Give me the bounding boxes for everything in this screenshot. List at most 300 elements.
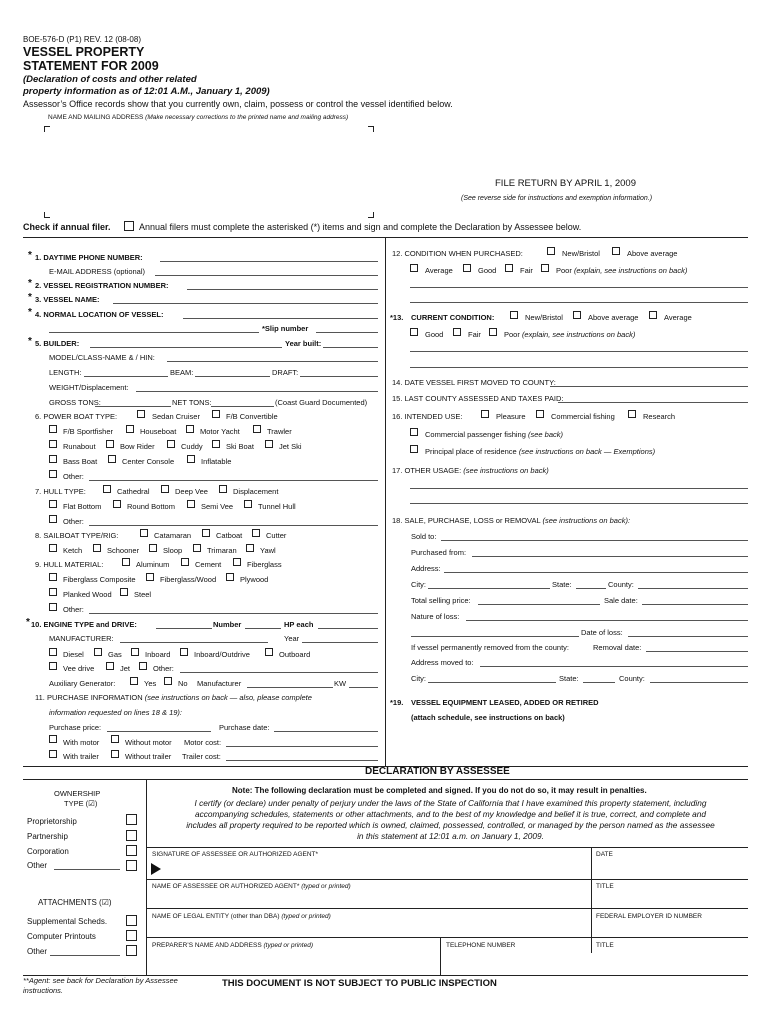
inboard-label: Inboard <box>145 650 171 659</box>
fiberglass-composite-checkbox[interactable] <box>49 573 57 581</box>
certification-line-1: I certify (or declare) under penalty of perjury under the laws of the State of California that I have examined this property statement, including <box>194 798 707 808</box>
schooner-label: Schooner <box>107 546 140 555</box>
moved-to-label: Address moved to: <box>411 658 474 667</box>
q17-label: 17. OTHER USAGE: (see instructions on back) <box>392 466 549 475</box>
fb-sportfisher-checkbox[interactable] <box>49 425 57 433</box>
flat-bottom-checkbox[interactable] <box>49 500 57 508</box>
q12-line-1[interactable] <box>410 287 748 288</box>
q19-note: (attach schedule, see instructions on back) <box>411 713 565 722</box>
q5-label: 5. BUILDER: <box>35 339 80 348</box>
agent-name-label: NAME OF ASSESSEE OR AUTHORIZED AGENT* (typed or printed) <box>152 883 351 890</box>
model-field[interactable] <box>167 361 378 362</box>
catamaran-checkbox[interactable] <box>140 529 148 537</box>
jet-label: Jet <box>120 664 131 673</box>
fein-label: FEDERAL EMPLOYER ID NUMBER <box>596 913 702 920</box>
form-id: BOE-576-D (P1) REV. 12 (08-08) <box>23 35 141 44</box>
boat-type-other-field[interactable] <box>89 480 378 481</box>
sale-date-label: Sale date: <box>604 596 638 605</box>
file-return: FILE RETURN BY APRIL 1, 2009 <box>495 178 636 189</box>
asterisk: * <box>28 278 32 289</box>
purchased-fair-checkbox[interactable] <box>505 264 513 272</box>
center-console-checkbox[interactable] <box>108 455 116 463</box>
q7-label: 7. HULL TYPE: <box>35 487 86 496</box>
date-label: DATE <box>596 851 613 858</box>
year-built-label: Year built: <box>285 339 322 348</box>
cement-checkbox[interactable] <box>181 558 189 566</box>
city-field-2[interactable] <box>428 682 556 683</box>
date-loss-field[interactable] <box>628 636 748 637</box>
attachments-other-label: Other <box>27 947 48 956</box>
location-field[interactable] <box>183 318 378 319</box>
aux-generator-label: Auxiliary Generator: <box>49 679 116 688</box>
current-new-bristol-checkbox[interactable] <box>510 311 518 319</box>
runabout-checkbox[interactable] <box>49 440 57 448</box>
certification-line-4: in this statement at 12:01 a.m. on January 1, 2009. <box>357 831 544 841</box>
cutter-label: Cutter <box>266 531 287 540</box>
trimaran-checkbox[interactable] <box>193 544 201 552</box>
declaration-title: DECLARATION BY ASSESSEE <box>365 766 510 777</box>
public-inspection-notice: THIS DOCUMENT IS NOT SUBJECT TO PUBLIC INSPECTION <box>222 978 497 989</box>
without-motor-label: Without motor <box>125 738 172 747</box>
certification-line-2: accompanying schedules, statements or other attachments, and to the best of my knowledge and belief it is true, correct, and complete and <box>194 809 706 819</box>
round-bottom-checkbox[interactable] <box>113 500 121 508</box>
pleasure-checkbox[interactable] <box>481 410 489 418</box>
gas-label: Gas <box>108 650 122 659</box>
net-tons-label: NET TONS: <box>172 398 212 407</box>
jet-ski-checkbox[interactable] <box>265 440 273 448</box>
q12-line-2[interactable] <box>410 302 748 303</box>
attachments-title: ATTACHMENTS (☑) <box>38 898 112 907</box>
title-line-2: STATEMENT FOR 2009 <box>23 59 159 73</box>
q10-label: 10. ENGINE TYPE and DRIVE: <box>31 620 137 629</box>
research-label: Research <box>643 412 676 421</box>
year-built-field[interactable] <box>323 347 378 348</box>
commercial-passenger-checkbox[interactable] <box>410 428 418 436</box>
aux-manufacturer-field[interactable] <box>247 687 333 688</box>
asterisk: * <box>28 292 32 303</box>
q4-label: 4. NORMAL LOCATION OF VESSEL: <box>35 310 164 319</box>
motor-cost-field[interactable] <box>226 746 378 747</box>
county-label: County: <box>608 580 634 589</box>
bow-rider-label: Bow Rider <box>120 442 155 451</box>
commercial-fishing-checkbox[interactable] <box>536 410 544 418</box>
address-corner-br <box>368 212 374 218</box>
center-console-label: Center Console <box>122 457 175 466</box>
loss-field-2[interactable] <box>411 636 579 637</box>
purchased-from-field[interactable] <box>472 556 748 557</box>
fb-sportfisher-label: F/B Sportfisher <box>63 427 114 436</box>
purchase-date-field[interactable] <box>274 731 378 732</box>
drive-other-field[interactable] <box>180 672 378 673</box>
title-line-1: VESSEL PROPERTY <box>23 45 145 59</box>
weight-label: WEIGHT/Displacement: <box>49 383 129 392</box>
tunnel-hull-checkbox[interactable] <box>244 500 252 508</box>
agent-note-2: instructions. <box>23 986 64 995</box>
current-fair-label: Fair <box>468 330 481 339</box>
boat-type-other-label: Other: <box>63 472 84 481</box>
fiberglass-wood-label: Fiberglass/Wood <box>160 575 217 584</box>
loss-field[interactable] <box>466 620 748 621</box>
county-label-2: County: <box>619 674 645 683</box>
q11-note: information requested on lines 18 & 19): <box>49 708 182 717</box>
email-field[interactable] <box>155 275 378 276</box>
ketch-checkbox[interactable] <box>49 544 57 552</box>
asterisk: * <box>28 336 32 347</box>
fb-convertible-checkbox[interactable] <box>212 410 220 418</box>
sold-to-label: Sold to: <box>411 532 437 541</box>
trimaran-label: Trimaran <box>207 546 237 555</box>
deep-vee-label: Deep Vee <box>175 487 208 496</box>
ownership-title-2: TYPE (☑) <box>64 799 98 808</box>
sig-rule-4 <box>146 937 748 938</box>
q8-label: 8. SAILBOAT TYPE/RIG: <box>35 531 119 540</box>
q3-label: 3. VESSEL NAME: <box>35 295 100 304</box>
research-checkbox[interactable] <box>628 410 636 418</box>
aluminum-label: Aluminum <box>136 560 170 569</box>
cuddy-checkbox[interactable] <box>167 440 175 448</box>
removal-date-field[interactable] <box>646 651 748 652</box>
motor-cost-label: Motor cost: <box>184 738 222 747</box>
proprietorship-checkbox[interactable] <box>126 814 137 825</box>
fiberglass-wood-checkbox[interactable] <box>146 573 154 581</box>
q2-label: 2. VESSEL REGISTRATION NUMBER: <box>35 281 169 290</box>
q19-num: *19. <box>390 698 404 707</box>
builder-field[interactable] <box>90 347 282 348</box>
planked-wood-checkbox[interactable] <box>49 588 57 596</box>
supplemental-checkbox[interactable] <box>126 915 137 926</box>
legal-entity-label: NAME OF LEGAL ENTITY (other than DBA) (typed or printed) <box>152 913 331 920</box>
commercial-passenger-label: Commercial passenger fishing (see back) <box>425 430 563 439</box>
total-price-field[interactable] <box>478 604 600 605</box>
sig-rule-2 <box>146 879 748 880</box>
date-loss-label: Date of loss: <box>581 628 623 637</box>
aux-yes-label: Yes <box>144 679 157 688</box>
ownership-other-checkbox[interactable] <box>126 860 137 871</box>
current-poor-checkbox[interactable] <box>489 328 497 336</box>
manufacturer-label: MANUFACTURER: <box>49 634 114 643</box>
sedan-cruiser-checkbox[interactable] <box>137 410 145 418</box>
trailer-cost-label: Trailer cost: <box>182 752 221 761</box>
sig-top-rule <box>146 847 748 848</box>
agent-note-1: **Agent: see back for Declaration by Assessee <box>23 976 178 985</box>
q17-line-1[interactable] <box>410 488 748 489</box>
corporation-checkbox[interactable] <box>126 845 137 856</box>
current-poor-label: Poor (explain, see instructions on back) <box>504 330 636 339</box>
hp-label: HP each <box>284 620 314 629</box>
purchased-new-bristol-checkbox[interactable] <box>547 247 555 255</box>
moved-to-field[interactable] <box>480 666 748 667</box>
partnership-checkbox[interactable] <box>126 830 137 841</box>
inboard-checkbox[interactable] <box>131 648 139 656</box>
semi-vee-label: Semi Vee <box>201 502 234 511</box>
with-motor-label: With motor <box>63 738 100 747</box>
year-field[interactable] <box>302 642 378 643</box>
ownership-title-1: OWNERSHIP <box>54 789 101 798</box>
with-trailer-label: With trailer <box>63 752 99 761</box>
phone-field[interactable] <box>160 261 378 262</box>
flat-bottom-label: Flat Bottom <box>63 502 102 511</box>
column-divider <box>385 237 386 766</box>
hp-field[interactable] <box>318 628 378 629</box>
city-label-2: City: <box>411 674 426 683</box>
planked-wood-label: Planked Wood <box>63 590 112 599</box>
purchase-price-field[interactable] <box>107 731 211 732</box>
without-trailer-checkbox[interactable] <box>111 750 119 758</box>
motor-yacht-checkbox[interactable] <box>186 425 194 433</box>
q15-field[interactable] <box>558 402 748 403</box>
q11-label: 11. PURCHASE INFORMATION (see instructions on back — also, please complete <box>35 693 312 702</box>
q18-label: 18. SALE, PURCHASE, LOSS or REMOVAL (see instructions on back): <box>392 516 631 525</box>
partnership-label: Partnership <box>27 832 68 841</box>
engine-field[interactable] <box>156 628 212 629</box>
number-label: Number <box>213 620 242 629</box>
title-label: TITLE <box>596 883 614 890</box>
gross-tons-label: GROSS TONS: <box>49 398 101 407</box>
vee-drive-checkbox[interactable] <box>49 662 57 670</box>
registration-field[interactable] <box>187 289 378 290</box>
email-label: E-MAIL ADDRESS (optional) <box>49 267 146 276</box>
sloop-checkbox[interactable] <box>149 544 157 552</box>
attachments-other-checkbox[interactable] <box>126 945 137 956</box>
intro-text: Assessor’s Office records show that you currently own, claim, possess or control the vessel identified below. <box>23 99 453 109</box>
purchased-above-average-checkbox[interactable] <box>612 247 620 255</box>
drive-other-checkbox[interactable] <box>139 662 147 670</box>
houseboat-checkbox[interactable] <box>126 425 134 433</box>
inflatable-label: Inflatable <box>201 457 232 466</box>
jet-checkbox[interactable] <box>106 662 114 670</box>
displacement-checkbox[interactable] <box>219 485 227 493</box>
bass-boat-label: Bass Boat <box>63 457 98 466</box>
hull-other-label: Other: <box>63 517 84 526</box>
state-field-2[interactable] <box>583 682 615 683</box>
sloop-label: Sloop <box>163 546 183 555</box>
sale-date-field[interactable] <box>642 604 748 605</box>
annual-filer-checkbox[interactable] <box>124 221 134 231</box>
aluminum-checkbox[interactable] <box>122 558 130 566</box>
address-corner-tl <box>44 126 50 132</box>
q14-label: 14. DATE VESSEL FIRST MOVED TO COUNTY: <box>392 378 556 387</box>
deep-vee-checkbox[interactable] <box>161 485 169 493</box>
removed-label: If vessel permanently removed from the county: <box>411 643 569 652</box>
gross-tons-field[interactable] <box>95 406 171 407</box>
subtitle-line-2: property information as of 12:01 A.M., January 1, 2009) <box>23 86 270 97</box>
trailer-cost-field[interactable] <box>226 760 378 761</box>
q16-label: 16. INTENDED USE: <box>392 412 463 421</box>
year-label: Year <box>284 634 300 643</box>
q13-num: *13. <box>390 313 404 322</box>
jet-ski-label: Jet Ski <box>279 442 302 451</box>
ketch-label: Ketch <box>63 546 83 555</box>
round-bottom-label: Round Bottom <box>127 502 175 511</box>
inboard-outdrive-checkbox[interactable] <box>180 648 188 656</box>
plywood-label: Plywood <box>240 575 269 584</box>
sedan-cruiser-label: Sedan Cruiser <box>152 412 200 421</box>
ownership-other-label: Other <box>27 861 48 870</box>
tunnel-hull-label: Tunnel Hull <box>258 502 296 511</box>
motor-yacht-label: Motor Yacht <box>200 427 240 436</box>
purchased-from-label: Purchased from: <box>411 548 467 557</box>
cement-label: Cement <box>195 560 222 569</box>
without-motor-checkbox[interactable] <box>111 735 119 743</box>
preparer-title-label: TITLE <box>596 942 614 949</box>
ownership-other-field[interactable] <box>54 869 120 870</box>
cathedral-checkbox[interactable] <box>103 485 111 493</box>
fb-convertible-label: F/B Convertible <box>226 412 278 421</box>
yawl-label: Yawl <box>260 546 276 555</box>
purchased-average-label: Average <box>425 266 453 275</box>
aux-manufacturer-label: Manufacturer <box>197 679 242 688</box>
with-trailer-checkbox[interactable] <box>49 750 57 758</box>
purchased-poor-checkbox[interactable] <box>541 264 549 272</box>
aux-no-label: No <box>178 679 188 688</box>
manufacturer-field[interactable] <box>120 642 268 643</box>
current-above-average-label: Above average <box>588 313 639 322</box>
trawler-checkbox[interactable] <box>253 425 261 433</box>
q13-line-2[interactable] <box>410 367 748 368</box>
state-field[interactable] <box>576 588 606 589</box>
gas-checkbox[interactable] <box>94 648 102 656</box>
purchase-price-label: Purchase price: <box>49 723 102 732</box>
semi-vee-checkbox[interactable] <box>187 500 195 508</box>
commercial-fishing-label: Commercial fishing <box>551 412 615 421</box>
draft-field[interactable] <box>300 376 378 377</box>
principal-residence-label: Principal place of residence (see instructions on back — Exemptions) <box>425 447 656 456</box>
q19-label: VESSEL EQUIPMENT LEASED, ADDED OR RETIRED <box>411 698 599 707</box>
declaration-divider <box>146 779 147 975</box>
number-field[interactable] <box>245 628 281 629</box>
current-fair-checkbox[interactable] <box>453 328 461 336</box>
q13-line-1[interactable] <box>410 351 748 352</box>
county-field-2[interactable] <box>650 682 748 683</box>
catboat-label: Catboat <box>216 531 243 540</box>
slip-field[interactable] <box>316 332 378 333</box>
diesel-checkbox[interactable] <box>49 648 57 656</box>
beam-field[interactable] <box>195 376 270 377</box>
printouts-checkbox[interactable] <box>126 930 137 941</box>
boat-type-other-checkbox[interactable] <box>49 470 57 478</box>
outboard-checkbox[interactable] <box>265 648 273 656</box>
total-price-label: Total selling price: <box>411 596 471 605</box>
removal-date-label: Removal date: <box>593 643 642 652</box>
length-label: LENGTH: <box>49 368 82 377</box>
annual-filer-text: Annual filers must complete the asterisked (*) items and sign and complete the Declaration by Assessee below. <box>139 222 582 232</box>
length-field[interactable] <box>84 376 168 377</box>
kw-label: KW <box>334 679 347 688</box>
net-tons-field[interactable] <box>211 406 274 407</box>
catboat-checkbox[interactable] <box>202 529 210 537</box>
purchased-good-label: Good <box>478 266 497 275</box>
fiberglass-checkbox[interactable] <box>233 558 241 566</box>
q1-label: 1. DAYTIME PHONE NUMBER: <box>35 253 143 262</box>
current-good-checkbox[interactable] <box>410 328 418 336</box>
cuddy-label: Cuddy <box>181 442 203 451</box>
sig-rule-3 <box>146 908 748 909</box>
current-above-average-checkbox[interactable] <box>573 311 581 319</box>
signature-label: SIGNATURE OF ASSESSEE OR AUTHORIZED AGENT* <box>152 851 319 858</box>
printouts-label: Computer Printouts <box>27 932 96 941</box>
kw-field[interactable] <box>349 687 378 688</box>
material-other-checkbox[interactable] <box>49 603 57 611</box>
plywood-checkbox[interactable] <box>226 573 234 581</box>
city-field[interactable] <box>428 588 550 589</box>
q14-field[interactable] <box>550 386 748 387</box>
attachments-other-field[interactable] <box>50 955 120 956</box>
current-average-label: Average <box>664 313 692 322</box>
loss-label: Nature of loss: <box>411 612 460 621</box>
annual-filer-row: Check if annual filer. <box>23 222 111 232</box>
purchased-good-checkbox[interactable] <box>463 264 471 272</box>
weight-field[interactable] <box>136 391 378 392</box>
preparer-divider <box>440 937 441 975</box>
beam-label: BEAM: <box>170 368 194 377</box>
sold-to-field[interactable] <box>441 540 748 541</box>
asterisk: * <box>28 250 32 261</box>
sign-here-arrow-icon <box>151 863 161 875</box>
address-corner-tr <box>368 126 374 132</box>
vee-drive-label: Vee drive <box>63 664 95 673</box>
material-other-field[interactable] <box>89 613 378 614</box>
declaration-rule-2 <box>23 779 748 780</box>
hull-other-field[interactable] <box>89 525 378 526</box>
q15-label: 15. LAST COUNTY ASSESSED AND TAXES PAID: <box>392 394 564 403</box>
inboard-outdrive-label: Inboard/Outdrive <box>194 650 250 659</box>
steel-checkbox[interactable] <box>120 588 128 596</box>
catamaran-label: Catamaran <box>154 531 192 540</box>
with-motor-checkbox[interactable] <box>49 735 57 743</box>
yawl-checkbox[interactable] <box>246 544 254 552</box>
state-label: State: <box>552 580 572 589</box>
city-label: City: <box>411 580 426 589</box>
schooner-checkbox[interactable] <box>93 544 101 552</box>
hull-other-checkbox[interactable] <box>49 515 57 523</box>
ski-boat-checkbox[interactable] <box>212 440 220 448</box>
q13-label: CURRENT CONDITION: <box>411 313 495 322</box>
slip-label: *Slip number <box>262 324 309 333</box>
runabout-label: Runabout <box>63 442 96 451</box>
purchased-poor-label: Poor (explain, see instructions on back) <box>556 266 688 275</box>
pleasure-label: Pleasure <box>496 412 526 421</box>
county-field[interactable] <box>638 588 748 589</box>
aux-no-checkbox[interactable] <box>164 677 172 685</box>
purchased-average-checkbox[interactable] <box>410 264 418 272</box>
location-field-2[interactable] <box>49 332 259 333</box>
drive-other-label: Other: <box>153 664 174 673</box>
state-label-2: State: <box>559 674 579 683</box>
aux-yes-checkbox[interactable] <box>130 677 138 685</box>
principal-residence-checkbox[interactable] <box>410 445 418 453</box>
ski-boat-label: Ski Boat <box>226 442 254 451</box>
bow-rider-checkbox[interactable] <box>106 440 114 448</box>
cathedral-label: Cathedral <box>117 487 150 496</box>
draft-label: DRAFT: <box>272 368 299 377</box>
inflatable-checkbox[interactable] <box>187 455 195 463</box>
address-field-18[interactable] <box>444 572 748 573</box>
fiberglass-composite-label: Fiberglass Composite <box>63 575 136 584</box>
q6-label: 6. POWER BOAT TYPE: <box>35 412 118 421</box>
declaration-note: Note: The following declaration must be completed and signed. If you do not do so, it may result in penalties. <box>232 786 647 795</box>
bass-boat-checkbox[interactable] <box>49 455 57 463</box>
current-average-checkbox[interactable] <box>649 311 657 319</box>
q17-line-2[interactable] <box>410 503 748 504</box>
current-new-bristol-label: New/Bristol <box>525 313 563 322</box>
asterisk: * <box>28 307 32 318</box>
cutter-checkbox[interactable] <box>252 529 260 537</box>
reverse-note: (See reverse side for instructions and exemption information.) <box>461 195 653 202</box>
vessel-name-field[interactable] <box>113 303 378 304</box>
address-label: NAME AND MAILING ADDRESS (Make necessary corrections to the printed name and mailing address) <box>48 114 349 121</box>
steel-label: Steel <box>134 590 152 599</box>
preparer-label: PREPARER’S NAME AND ADDRESS (typed or printed) <box>152 942 313 949</box>
